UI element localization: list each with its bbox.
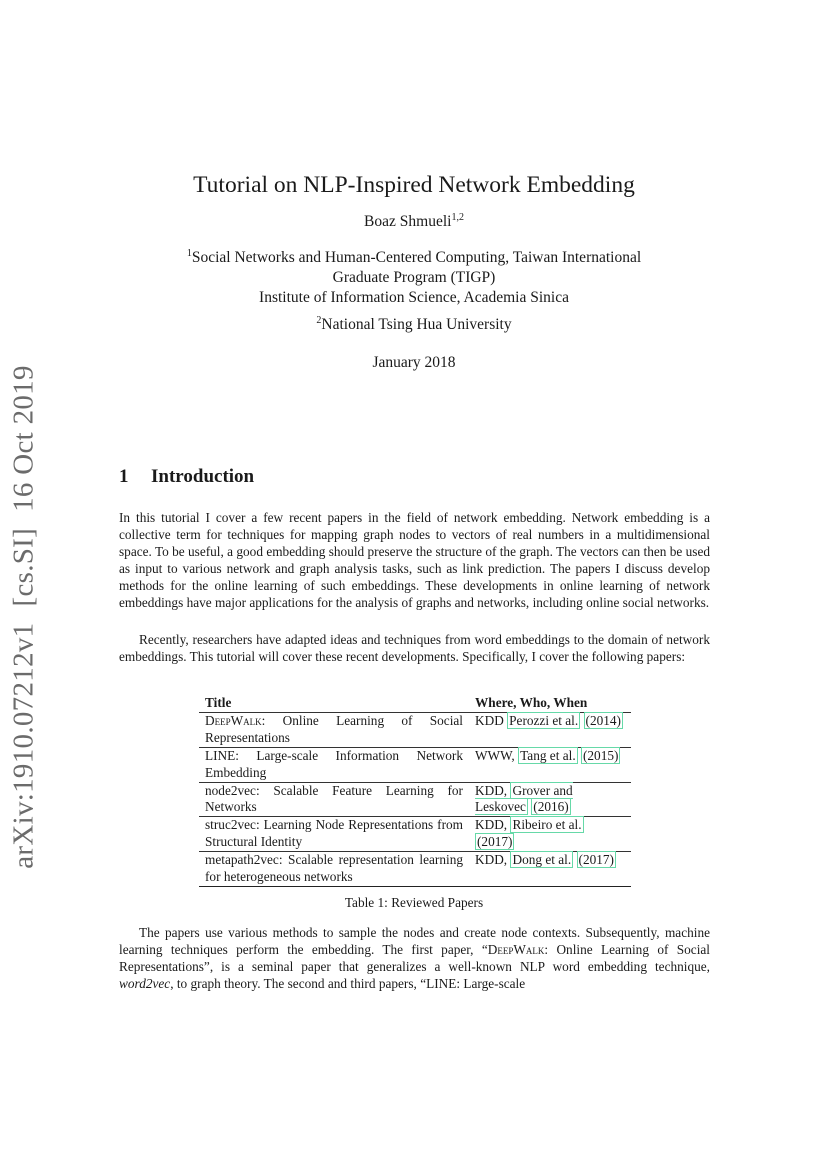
citation-link-author[interactable]: Grover and Leskovec: [475, 782, 573, 815]
venue-name: KDD,: [475, 817, 508, 833]
paper-title-text: : Online Learning of Social Representations: [205, 712, 463, 745]
table-row: [199, 747, 631, 782]
column-header-title: Title: [205, 695, 232, 710]
venue-name: KDD: [475, 712, 504, 728]
author-name: Boaz Shmueli: [364, 213, 452, 230]
citation-link-year[interactable]: (2016): [533, 799, 569, 815]
venue-cell: [469, 747, 631, 782]
paragraph-3-text-a: The papers use various methods to sample the nodes and create node contexts. Subsequently, machine learning techniques perform the embedding. The first paper, “: [119, 925, 710, 957]
table-row: [199, 852, 631, 887]
paper-title-text: metapath2vec: Scalable representation learning for heterogeneous networks: [205, 852, 463, 885]
author-line: [0, 213, 828, 231]
table-row: [199, 712, 631, 747]
affiliation-1-mark: 1: [186, 247, 192, 259]
affiliation-2-mark: 2: [316, 314, 322, 326]
arxiv-identifier-stamp: [8, 365, 41, 869]
section-title: Introduction: [151, 466, 255, 487]
paper-title-text: node2vec: Scalable Feature Learning for Networks: [205, 782, 463, 815]
affiliation-1-line1: Social Networks and Human-Centered Computing, Taiwan International: [191, 249, 642, 266]
table-caption: Table 1: Reviewed Papers: [344, 895, 484, 910]
citation-link-year[interactable]: (2017): [477, 834, 513, 850]
publication-date: January 2018: [372, 354, 456, 371]
table-header-row: [199, 695, 631, 712]
paper-title: Tutorial on NLP-Inspired Network Embedding: [193, 172, 635, 198]
column-header-venue: Where, Who, When: [475, 695, 588, 710]
section-number: 1: [119, 466, 129, 487]
paper-title-cell: [199, 817, 469, 852]
arxiv-date: 16 Oct 2019: [7, 365, 40, 512]
affiliation-1-line2: Graduate Program (TIGP): [332, 269, 496, 286]
venue-cell: [469, 852, 631, 887]
affiliation-1-line3: Institute of Information Science, Academia Sinica: [259, 289, 569, 306]
table-row: [199, 817, 631, 852]
venue-cell: [469, 817, 631, 852]
affiliation-2-name: National Tsing Hua University: [321, 316, 512, 333]
venue-cell: [469, 782, 631, 817]
arxiv-id: arXiv:1910.07212v1: [7, 622, 40, 869]
paper-title-smallcaps: DeepWalk: [205, 712, 262, 728]
title-block: [0, 172, 828, 372]
citation-link-author[interactable]: Ribeiro et al.: [512, 817, 582, 833]
paper-title-text: struc2vec: Learning Node Representations from Structural Identity: [205, 817, 463, 850]
paper-title-cell: [199, 852, 469, 887]
citation-link-author[interactable]: Perozzi et al.: [509, 712, 579, 728]
section-heading: [119, 466, 254, 488]
citation-link-author[interactable]: Dong et al.: [512, 852, 572, 868]
table-row: [199, 782, 631, 817]
citation-link-year[interactable]: (2015): [582, 747, 619, 763]
paper-title-cell: [199, 782, 469, 817]
paper-title-cell: [199, 747, 469, 782]
paragraph-3-deepwalk: DeepWalk: [487, 941, 545, 957]
venue-cell: [469, 712, 631, 747]
citation-link-year[interactable]: (2014): [585, 712, 621, 728]
arxiv-category: [cs.SI]: [7, 527, 40, 607]
reviewed-papers-table: [199, 695, 631, 887]
intro-paragraph-3: [119, 925, 710, 993]
intro-paragraph-1: In this tutorial I cover a few recent papers in the field of network embedding. Network embedding is a collective term for techniques for mapping graph nodes to vectors of real numbers in a multidimensional space. To be useful, a good embedding should preserve the structure of the graph. The vectors can then be used as input to various network and graph analysis tasks, such as link prediction. The papers I discuss develop methods for the online learning of such embeddings. These developments in online learning of network embeddings have major applications for the analysis of graphs and networks, including online social networks.: [119, 510, 710, 610]
venue-name: KDD,: [475, 782, 508, 798]
paragraph-3-word2vec: word2vec: [119, 975, 171, 991]
affiliation-2: [0, 316, 828, 334]
citation-link-year[interactable]: (2017): [578, 852, 614, 868]
intro-paragraph-2: Recently, researchers have adapted ideas and techniques from word embeddings to the domain of network embeddings. This tutorial will cover these recent developments. Specifically, I cover the following papers:: [119, 632, 710, 664]
affiliation-1: [0, 248, 828, 308]
paragraph-3-text-b: : Online Learning of Social Representations”, is a seminal paper that generalizes a well-known NLP word embedding technique,: [119, 941, 710, 974]
paper-title-text: LINE: Large-scale Information Network Embedding: [205, 747, 463, 780]
venue-name: KDD,: [475, 852, 508, 868]
venue-name: WWW,: [475, 747, 515, 763]
citation-link-author[interactable]: Tang et al.: [520, 747, 576, 763]
paragraph-3-text-c: , to graph theory. The second and third papers, “LINE: Large-scale: [170, 975, 526, 991]
author-affiliation-marks: 1,2: [451, 211, 464, 223]
paper-title-cell: [199, 712, 469, 747]
